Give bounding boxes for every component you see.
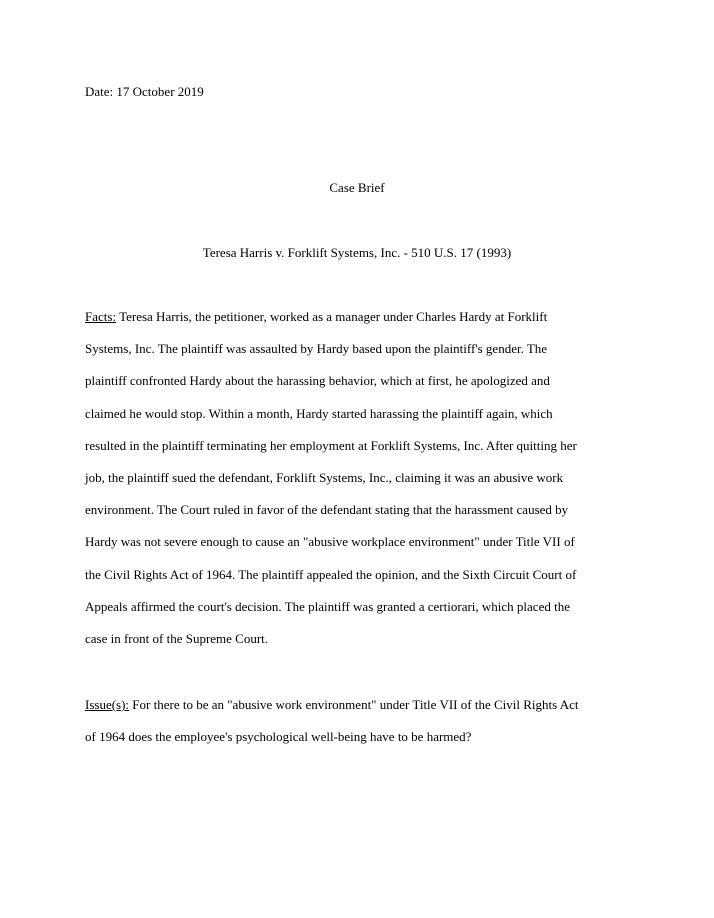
facts-line: Systems, Inc. The plaintiff was assaulted by Hardy based upon the plaintiff's gender. The bbox=[85, 341, 548, 357]
facts-line: claimed he would stop. Within a month, Hardy started harassing the plaintiff again, which bbox=[85, 405, 553, 421]
facts-line-text: Teresa Harris, the petitioner, worked as a manager under Charles Hardy at Forklift bbox=[116, 309, 548, 324]
facts-line: Hardy was not severe enough to cause an "abusive workplace environment" under Title VII of bbox=[85, 534, 575, 550]
issues-line-text: For there to be an "abusive work environment" under Title VII of the Civil Rights Act bbox=[129, 697, 579, 712]
issues-line bbox=[85, 697, 630, 729]
facts-line: environment. The Court ruled in favor of the defendant stating that the harassment caused by bbox=[85, 502, 569, 518]
facts-line bbox=[85, 309, 630, 341]
issues-section bbox=[85, 697, 630, 761]
case-citation: Teresa Harris v. Forklift Systems, Inc. - 510 U.S. 17 (1993) bbox=[202, 245, 512, 260]
facts-line: Appeals affirmed the court's decision. The plaintiff was granted a certiorari, which placed the bbox=[85, 598, 570, 614]
facts-label: Facts: bbox=[85, 309, 117, 324]
issues-line: of 1964 does the employee's psychological well-being have to be harmed? bbox=[85, 729, 472, 745]
facts-section bbox=[85, 309, 630, 663]
issues-label: Issue(s): bbox=[85, 697, 130, 712]
facts-line: job, the plaintiff sued the defendant, Forklift Systems, Inc., claiming it was an abusive work bbox=[85, 469, 564, 485]
facts-line: resulted in the plaintiff terminating her employment at Forklift Systems, Inc. After quitting her bbox=[85, 437, 577, 453]
facts-line: the Civil Rights Act of 1964. The plaintiff appealed the opinion, and the Sixth Circuit Court of bbox=[85, 566, 577, 582]
document-date: Date: 17 October 2019 bbox=[85, 84, 204, 99]
facts-line: plaintiff confronted Hardy about the harassing behavior, which at first, he apologized and bbox=[85, 373, 550, 389]
document-title: Case Brief bbox=[329, 180, 385, 195]
facts-line: case in front of the Supreme Court. bbox=[85, 630, 269, 646]
